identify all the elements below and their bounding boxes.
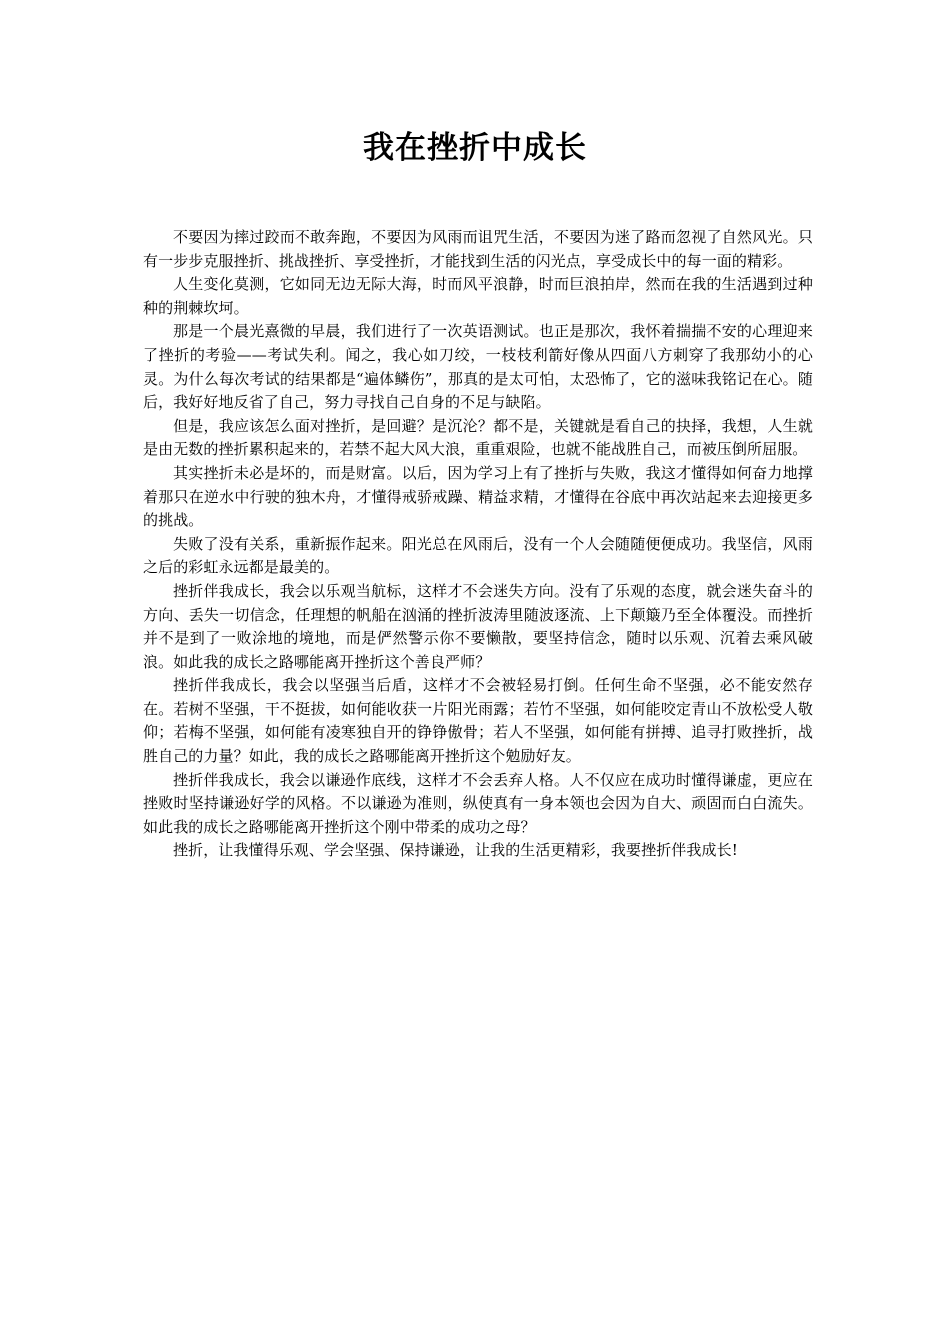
paragraph-4: 但是，我应该怎么面对挫折，是回避？是沉沦？都不是，关键就是看自己的抉择，我想，人生就是由无数的挫折累积起来的，若禁不起大风大浪，重重艰险，也就不能战胜自己，而被压倒所屈服。 — [143, 416, 813, 459]
paragraph-8: 挫折伴我成长，我会以坚强当后盾，这样才不会被轻易打倒。任何生命不坚强，必不能安然存在。若树不坚强，干不挺拔，如何能收获一片阳光雨露；若竹不坚强，如何能咬定青山不放松受人敬仰；若梅不坚强，如何能有凌寒独自开的铮铮傲骨；若人不坚强，如何能有拼搏、追寻打败挫折，战胜自己的力量？如此，我的成长之路哪能离开挫折这个勉励好友。 — [143, 676, 813, 766]
paragraph-5: 其实挫折未必是坏的，而是财富。以后，因为学习上有了挫折与失败，我这才懂得如何奋力地撑着那只在逆水中行驶的独木舟，才懂得戒骄戒躁、精益求精，才懂得在谷底中再次站起来去迎接更多的挑战。 — [143, 463, 813, 530]
document-title: 我在挫折中成长 — [363, 130, 587, 166]
document-body — [143, 226, 813, 863]
paragraph-2: 人生变化莫测，它如同无边无际大海，时而风平浪静，时而巨浪拍岸，然而在我的生活遇到过种种的荆棘坎坷。 — [143, 275, 813, 317]
paragraph-7: 挫折伴我成长，我会以乐观当航标，这样才不会迷失方向。没有了乐观的态度，就会迷失奋斗的方向、丢失一切信念，任理想的帆船在汹涌的挫折波涛里随波逐流、上下颠簸乃至全体覆没。而挫折并不是到了一败涂地的境地，而是俨然警示你不要懒散，要坚持信念，随时以乐观、沉着去乘风破浪。如此我的成长之路哪能离开挫折这个善良严师？ — [143, 581, 813, 671]
paragraph-3: 那是一个晨光熹微的早晨，我们进行了一次英语测试。也正是那次，我怀着揣揣不安的心理迎来了挫折的考验——考试失利。闻之，我心如刀绞，一枝枝利箭好像从四面八方刺穿了我那幼小的心灵。为什么每次考试的结果都是“遍体鳞伤”，那真的是太可怕，太恐怖了，它的滋味我铭记在心。随后，我好好地反省了自己，努力寻找自己自身的不足与缺陷。 — [143, 322, 813, 412]
paragraph-9: 挫折伴我成长，我会以谦逊作底线，这样才不会丢弃人格。人不仅应在成功时懂得谦虚，更应在挫败时坚持谦逊好学的风格。不以谦逊为准则，纵使真有一身本领也会因为自大、顽固而白白流失。如此我的成长之路哪能离开挫折这个刚中带柔的成功之母？ — [143, 770, 813, 836]
paragraph-6: 失败了没有关系，重新振作起来。阳光总在风雨后，没有一个人会随随便便成功。我坚信，风雨之后的彩虹永远都是最美的。 — [143, 534, 813, 577]
paragraph-1: 不要因为摔过跤而不敢奔跑，不要因为风雨而诅咒生活，不要因为迷了路而忽视了自然风光。只有一步步克服挫折、挑战挫折、享受挫折，才能找到生活的闪光点，享受成长中的每一面的精彩。 — [143, 228, 813, 270]
paragraph-10: 挫折，让我懂得乐观、学会坚强、保持谦逊，让我的生活更精彩，我要挫折伴我成长! — [173, 841, 738, 860]
